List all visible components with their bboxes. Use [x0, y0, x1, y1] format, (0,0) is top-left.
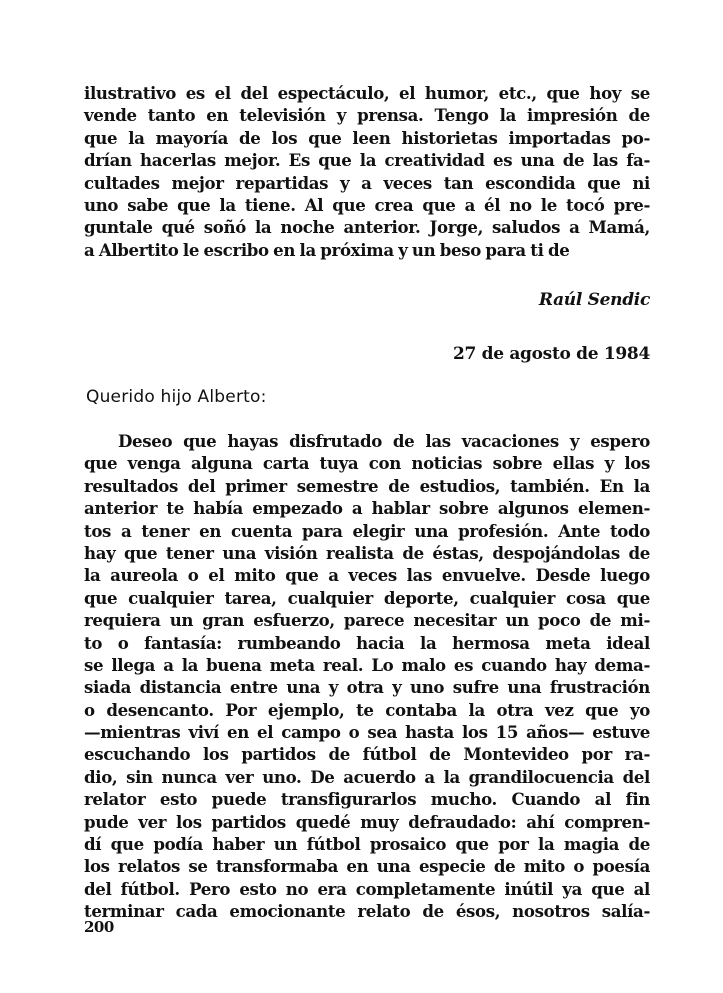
- text-line: o desencanto. Por ejemplo, te contaba la otra vez que yo: [84, 699, 650, 720]
- text-line: requiera un gran esfuerzo, parece necesitar un poco de mi-: [84, 610, 650, 631]
- text-line: que venga alguna carta tuya con noticias sobre ellas y los: [84, 453, 650, 474]
- text-line: guntale qué soñó la noche anterior. Jorge, saludos a Mamá,: [84, 217, 650, 238]
- text-line: relator esto puede transfigurarlos mucho. Cuando al fin: [84, 789, 650, 810]
- text-line: Deseo que hayas disfrutado de las vacaciones y espero: [118, 431, 650, 451]
- text-line: los relatos se transformaba en una especie de mito o poesía: [84, 856, 650, 877]
- text-line: ilustrativo es el del espectáculo, el humor, etc., que hoy se: [84, 83, 650, 103]
- text-line: que la mayoría de los que leen historietas importadas po-: [84, 127, 650, 148]
- letter-signature: Raúl Sendic: [538, 290, 650, 310]
- text-line: la aureola o el mito que a veces las envuelve. Desde luego: [84, 565, 650, 586]
- letter-date: 27 de agosto de 1984: [452, 344, 650, 364]
- body-paragraph: [84, 430, 650, 923]
- letter-salutation: Querido hijo Alberto:: [86, 387, 267, 407]
- text-line: pude ver los partidos quedé muy defraudado: ahí compren-: [84, 811, 650, 832]
- text-line: anterior te había empezado a hablar sobre algunos elemen-: [84, 498, 650, 519]
- text-line: resultados del primer semestre de estudios, también. En la: [84, 475, 650, 496]
- text-line: se llega a la buena meta real. Lo malo es cuando hay dema-: [84, 654, 650, 675]
- text-line: tos a tener en cuenta para elegir una profesión. Ante todo: [84, 520, 650, 541]
- text-line: hay que tener una visión realista de éstas, despojándolas de: [84, 542, 650, 563]
- text-line: to o fantasía: rumbeando hacia la hermosa meta ideal: [84, 632, 650, 653]
- text-line: vende tanto en televisión y prensa. Tengo la impresión de: [84, 105, 650, 126]
- text-line: terminar cada emocionante relato de ésos, nosotros salía-: [84, 901, 650, 922]
- top-paragraph: [84, 82, 650, 261]
- text-line: drían hacerlas mejor. Es que la creatividad es una de las fa-: [84, 150, 650, 171]
- text-line: del fútbol. Pero esto no era completamente inútil ya que al: [84, 878, 650, 899]
- text-line: uno sabe que la tiene. Al que crea que a él no le tocó pre-: [84, 194, 650, 215]
- text-line: dí que podía haber un fútbol prosaico que por la magia de: [84, 834, 650, 855]
- text-line: cultades mejor repartidas y a veces tan escondida que ni: [84, 172, 650, 193]
- book-page: [84, 82, 650, 936]
- text-line: —mientras viví en el campo o sea hasta los 15 años— estuve: [84, 722, 650, 743]
- text-line: escuchando los partidos de fútbol de Montevideo por ra-: [84, 744, 650, 765]
- text-line: dio, sin nunca ver uno. De acuerdo a la grandilocuencia del: [84, 766, 650, 787]
- text-line: que cualquier tarea, cualquier deporte, cualquier cosa que: [84, 587, 650, 608]
- text-line: a Albertito le escribo en la próxima y un beso para ti de: [84, 239, 570, 260]
- text-line: siada distancia entre una y otra y uno sufre una frustración: [84, 677, 650, 698]
- page-number: 200: [84, 918, 114, 936]
